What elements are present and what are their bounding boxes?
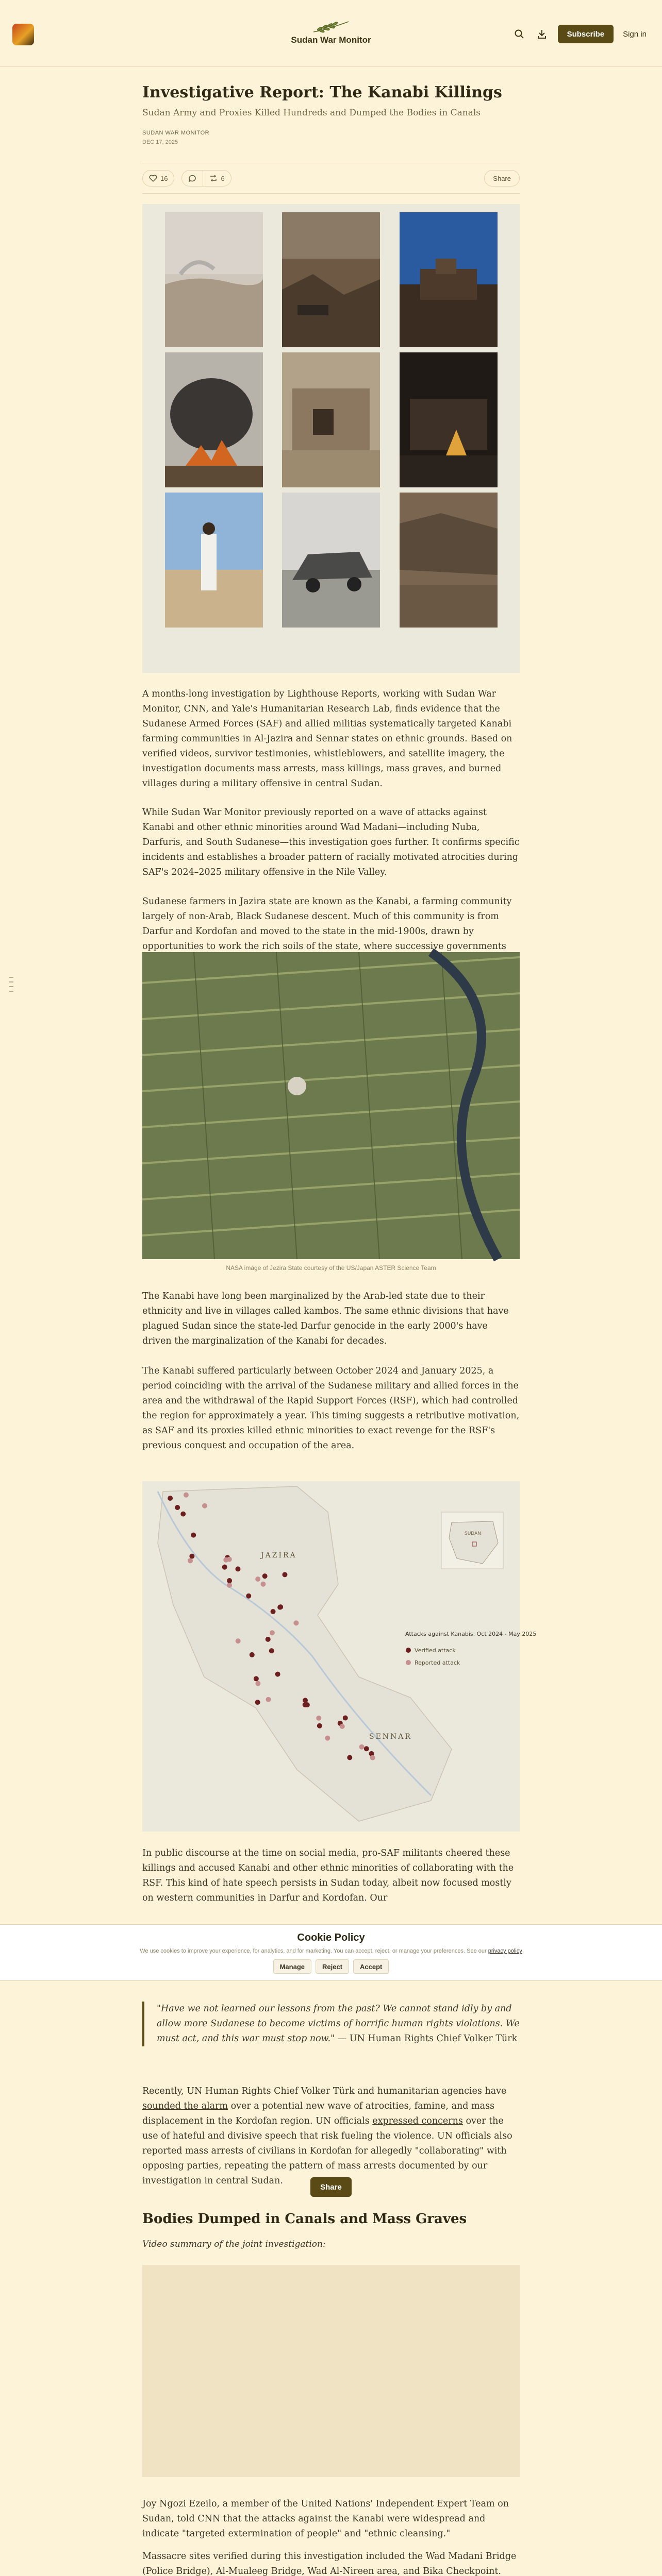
reported-attack-point[interactable] xyxy=(255,1577,260,1582)
reported-attack-point[interactable] xyxy=(359,1744,365,1750)
privacy-policy-link[interactable]: privacy policy xyxy=(488,1948,522,1954)
attacks-map[interactable] xyxy=(142,1481,537,1832)
verified-attack-point[interactable] xyxy=(266,1637,271,1642)
verified-attack-point[interactable] xyxy=(168,1496,173,1501)
cookie-reject-button[interactable]: Reject xyxy=(316,1959,349,1974)
sounded-the-alarm-link[interactable]: sounded the alarm xyxy=(142,2101,228,2111)
legend-verified: Verified attack xyxy=(415,1647,456,1654)
reported-attack-point[interactable] xyxy=(325,1736,330,1741)
like-button[interactable] xyxy=(142,170,174,187)
restack-button[interactable] xyxy=(203,171,230,186)
verified-attack-point[interactable] xyxy=(180,1512,186,1517)
article-title: Investigative Report: The Kanabi Killings xyxy=(142,83,502,101)
sign-in-link[interactable]: Sign in xyxy=(623,29,647,39)
turk-text-1: Recently, UN Human Rights Chief Volker Türk and humanitarian agencies have xyxy=(142,2086,507,2096)
reported-attack-point[interactable] xyxy=(270,1630,275,1635)
verified-attack-point[interactable] xyxy=(189,1554,194,1559)
reported-attack-point[interactable] xyxy=(236,1638,241,1643)
photo-burned-rubble[interactable] xyxy=(282,212,380,347)
paragraph-2: While Sudan War Monitor previously reported on a wave of attacks against Kanabi and other ethnic minorities around Wad Madani—including Nuba, Darfuris, and South Sudanese—this investigation goes further. It confirms specific incidents and establishes a broader pattern of racially motivated atrocities during SAF's 2024–2025 military offensive in the Nile Valley. xyxy=(142,807,520,877)
verified-attack-point[interactable] xyxy=(343,1715,348,1720)
share-button[interactable]: Share xyxy=(484,170,520,187)
verified-attack-point[interactable] xyxy=(175,1505,180,1510)
satellite-caption: NASA image of Jezira State courtesy of the US/Japan ASTER Science Team xyxy=(226,1264,436,1272)
video-player[interactable] xyxy=(142,2265,520,2477)
verified-attack-point[interactable] xyxy=(246,1594,251,1599)
paragraph-4: The Kanabi have long been marginalized by the Arab-led state due to their ethnicity and live in villages called kambos. The same ethnic divisions that have plagued Sudan since the state-led Darfur genocide in the early 2000's have driven the marginalization of the Kanabi for decades. xyxy=(142,1291,509,1346)
verified-attack-point[interactable] xyxy=(347,1755,352,1760)
reported-attack-point[interactable] xyxy=(266,1697,271,1702)
map-inset xyxy=(441,1512,503,1569)
photo-man-with-bag[interactable] xyxy=(165,493,263,628)
photo-dusty-landscape[interactable] xyxy=(165,212,263,347)
photo-burned-vehicle[interactable] xyxy=(282,493,380,628)
restack-icon xyxy=(209,174,218,182)
download-app-icon[interactable] xyxy=(535,27,549,41)
expressed-concerns-link[interactable]: expressed concerns xyxy=(372,2116,463,2126)
like-count: 16 xyxy=(160,174,168,182)
verified-attack-point[interactable] xyxy=(269,1648,274,1653)
paragraph-6: In public discourse at the time on social media, pro-SAF militants cheered these killings and accused Kanabi and other ethnic minorities of collaborating with the RSF. This kind of hate speech persists in Sudan today, albeit now focused mostly on western communities in Darfur and Kordofan. Our xyxy=(142,1848,514,1903)
verified-attack-point[interactable] xyxy=(278,1604,283,1609)
photo-village-ruins[interactable] xyxy=(400,212,498,347)
brand-name: Sudan War Monitor xyxy=(291,35,371,45)
paragraph-1: A months-long investigation by Lighthouse Reports, working with Sudan War Monitor, CNN, and Yale's Humanitarian Research Lab, finds evidence that the Sudanese Armed Forces (SAF) and allied militias systematically targeted Kanabi farming communities in Al-Jazira and Sennar states on ethnic grounds. Based on verified videos, survivor testimonies, whistleblowers, and satellite imagery, the investigation documents mass arrests, mass killings, mass graves, and burned villages during a military offensive in central Sudan. xyxy=(142,689,512,789)
paragraph-turk xyxy=(142,2084,520,2189)
comment-restack-group xyxy=(181,170,231,187)
reported-attack-point[interactable] xyxy=(227,1583,232,1588)
photo-collapsed-wall[interactable] xyxy=(400,493,498,628)
article-actions xyxy=(142,163,520,194)
header-subscribe-button[interactable]: Subscribe xyxy=(558,25,614,43)
reported-attack-point[interactable] xyxy=(202,1503,207,1509)
paragraph-massacre-sites: Massacre sites verified during this investigation included the Wad Madani Bridge (Police Bridge), Al-Mualeeg Bridge, Wad Al-Nireen area, and Bika Checkpoint. xyxy=(142,2551,517,2576)
verified-attack-point[interactable] xyxy=(303,1698,308,1703)
verified-attack-point[interactable] xyxy=(271,1609,276,1614)
verified-attack-point[interactable] xyxy=(275,1672,280,1677)
turk-text-3: over the use of hateful and divisive speech that risk fueling the violence. UN officials also reported mass arrests of civilians in Kordofan for allegedly "collaborating" with opposing parties, repeating the pattern of mass arrests documented by our investigation in central Sudan. xyxy=(142,2116,512,2186)
pull-quote xyxy=(142,2002,520,2046)
cookie-buttons xyxy=(0,1959,662,1974)
reported-attack-point[interactable] xyxy=(260,1582,266,1587)
brand-wheat-icon xyxy=(310,18,352,34)
paragraph-3: Sudanese farmers in Jazira state are known as the Kanabi, a farming community largely of non-Arab, Black Sudanese descent. Much of this community is from Darfur and Kordofan and moved to the state in the mid-1900s, drawn by opportunities to work the rich soils of the state, where successive governments xyxy=(142,896,512,952)
map-label-jazira: JAZIRA xyxy=(261,1551,297,1560)
verified-attack-point[interactable] xyxy=(191,1533,196,1538)
cookie-title: Cookie Policy xyxy=(297,1932,365,1943)
reported-attack-point[interactable] xyxy=(188,1558,193,1563)
verified-attack-point[interactable] xyxy=(235,1566,240,1571)
article-author[interactable]: SUDAN WAR MONITOR xyxy=(142,130,210,136)
cookie-text xyxy=(0,1948,662,1954)
cookie-manage-button[interactable]: Manage xyxy=(273,1959,311,1974)
verified-attack-point[interactable] xyxy=(282,1572,287,1577)
search-icon[interactable] xyxy=(512,27,526,41)
cookie-banner xyxy=(0,1924,662,1981)
comment-icon xyxy=(188,174,196,182)
quote-text: "Have we not learned our lessons from the past? We cannot stand idly by and allow more Sudanese to become victims of horrific human rights violations. We must act, and this war must stop now." xyxy=(157,2004,520,2044)
verified-attack-point[interactable] xyxy=(364,1746,369,1751)
verified-attack-point[interactable] xyxy=(250,1652,255,1657)
paragraph-5: The Kanabi suffered particularly between October 2024 and January 2025, a period coinciding with the arrival of the Sudanese military and allied forces in the area and the withdrawal of the Rapid Support Forces (RSF), which had controlled the region for approximately a year. This timing suggests a retributive motivation, as SAF and its proxies killed ethnic minorities to exact revenge for the RSF's previous conquest and occupation of the area. xyxy=(142,1366,520,1451)
photo-grid xyxy=(142,204,520,673)
photo-fire-at-night[interactable] xyxy=(400,352,498,487)
verified-attack-point[interactable] xyxy=(262,1573,268,1579)
section-heading: Bodies Dumped in Canals and Mass Graves xyxy=(142,2211,467,2227)
verified-attack-point[interactable] xyxy=(222,1565,227,1570)
video-label: Video summary of the joint investigation: xyxy=(142,2239,326,2249)
reported-attack-point[interactable] xyxy=(316,1716,321,1721)
reported-attack-point[interactable] xyxy=(370,1755,375,1760)
reported-attack-point[interactable] xyxy=(184,1493,189,1498)
article-subtitle: Sudan Army and Proxies Killed Hundreds and Dumped the Bodies in Canals xyxy=(142,108,481,118)
photo-destroyed-house[interactable] xyxy=(282,352,380,487)
legend-reported: Reported attack xyxy=(415,1659,460,1666)
quote-attribution: — UN Human Rights Chief Volker Türk xyxy=(337,2033,518,2044)
restack-count: 6 xyxy=(221,174,225,182)
toc-indicator[interactable] xyxy=(9,977,13,995)
turk-text-2: over a potential new wave of atrocities, famine, and mass displacement in the Kordofan region. UN officials xyxy=(142,2101,495,2126)
paragraph-ezeilo: Joy Ngozi Ezeilo, a member of the United Nations' Independent Expert Team on Sudan, told CNN that the attacks against the Kanabi were widespread and indicate "targeted extermination of people" and "ethnic cleansing." xyxy=(142,2499,509,2539)
inline-share-button[interactable]: Share xyxy=(310,2177,352,2197)
verified-attack-point[interactable] xyxy=(303,1702,308,1707)
verified-attack-point[interactable] xyxy=(254,1676,259,1681)
article-date: DEC 17, 2025 xyxy=(142,139,178,145)
reported-attack-point[interactable] xyxy=(223,1557,228,1563)
header-actions xyxy=(512,25,647,43)
map-label-sennar: SENNAR xyxy=(369,1733,412,1741)
cookie-accept-button[interactable]: Accept xyxy=(353,1959,389,1974)
verified-attack-point[interactable] xyxy=(255,1700,260,1705)
inset-label-sudan: SUDAN xyxy=(465,1531,481,1536)
photo-burning-debris[interactable] xyxy=(165,352,263,487)
satellite-image-jazira[interactable] xyxy=(142,952,520,1259)
reported-attack-point[interactable] xyxy=(293,1620,299,1625)
site-header xyxy=(0,0,662,67)
reported-attack-point[interactable] xyxy=(340,1724,345,1729)
heart-icon xyxy=(149,174,157,182)
legend-title: Attacks against Kanabis, Oct 2024 - May 2025 xyxy=(405,1631,537,1637)
comment-button[interactable] xyxy=(182,171,203,186)
reported-attack-point[interactable] xyxy=(255,1681,260,1686)
verified-attack-point[interactable] xyxy=(317,1723,322,1728)
cookie-body: We use cookies to improve your experience, for analytics, and for marketing. You can accept, reject, or manage your preferences. See our xyxy=(140,1948,487,1954)
verified-attack-point[interactable] xyxy=(227,1578,232,1583)
